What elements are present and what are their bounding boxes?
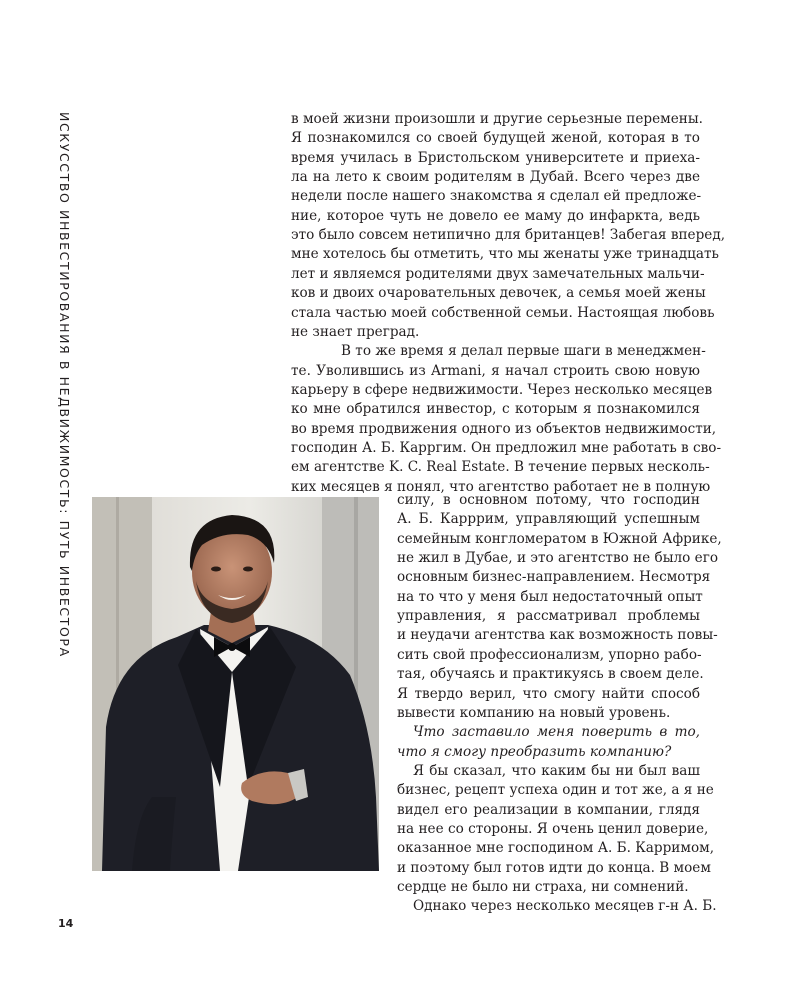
text-line: управления, я рассматривал проблемы [397,608,700,625]
text-line: во время продвижения одного из объектов недвижимости, [291,420,717,437]
text-line: время училась в Бристольском университете и приеха- [291,149,700,166]
text-line: ких месяцев я понял, что агентство работает не в полную [291,478,711,495]
text-line: на нее со стороны. Я очень ценил доверие, [397,820,709,837]
text-line: А. Б. Карррим, управляющий успешным [397,511,700,528]
text-line: оказанное мне господином А. Б. Карримом, [397,840,715,857]
text-line: Я познакомился со своей будущей женой, которая в то [291,130,700,147]
text-line: мне хотелось бы отметить, что мы женаты уже тринадцать [291,246,719,263]
text-line: ко мне обратился инвестор, с которым я познакомился [291,401,700,418]
text-line: Я твердо верил, что смогу найти способ [397,685,700,702]
text-line: что я смогу преобразить компанию? [397,743,672,760]
text-line: вывести компанию на новый уровень. [397,704,671,721]
text-line: карьеру в сфере недвижимости. Через несколько месяцев [291,381,713,398]
text-line: В то же время я делал первые шаги в менеджмен- [341,343,706,360]
running-title [50,112,72,658]
text-line: не знает преград. [291,323,420,340]
text-line: на то что у меня был недостаточный опыт [397,588,703,605]
text-line: основным бизнес-направлением. Несмотря [397,569,711,586]
text-line: тая, обучаясь и практикуясь в своем деле. [397,666,704,683]
text-line: ем агентстве K. C. Real Estate. В течение первых несколь- [291,459,710,476]
text-line: Что заставило меня поверить в то, [413,724,700,741]
text-line: недели после нашего знакомства я сделал ей предложе- [291,188,702,205]
text-line: Однако через несколько месяцев г-н А. Б. [413,898,717,915]
text-line: ков и двоих очаровательных девочек, а семья моей жены [291,285,706,302]
text-line: и поэтому был готов идти до конца. В моем [397,859,711,876]
text-line: видел его реализации в компании, глядя [397,801,700,818]
text-line: ла на лето к своим родителям в Дубай. Всего через две [291,169,700,186]
text-line: это было совсем нетипично для британцев! Забегая вперед, [291,227,726,244]
text-line: семейным конгломератом в Южной Африке, [397,530,722,547]
text-line: силу, в основном потому, что господин [397,492,700,508]
text-line: лет и являемся родителями двух замечательных мальчи- [291,265,705,282]
page-number: 14 [58,917,74,930]
running-title-text: ИСКУССТВО ИНВЕСТИРОВАНИЯ В НЕДВИЖИМОСТЬ: ПУТЬ ИНВЕСТОРА [57,112,72,658]
text-line: сердце не было ни страха, ни сомнений. [397,879,689,895]
text-line: сить свой профессионализм, упорно рабо- [397,646,702,663]
text-line: те. Уволившись из Armani, я начал строить свою новую [291,362,700,379]
text-line: и неудачи агентства как возможность повы- [397,627,718,644]
text-line: бизнес, рецепт успеха один и тот же, а я не [397,782,714,799]
text-line: не жил в Дубае, и это агентство не было его [397,550,719,567]
text-line: в моей жизни произошли и другие серьезные перемены. [291,111,703,127]
text-line: господин А. Б. Карргим. Он предложил мне работать в сво- [291,439,722,456]
text-line: Я бы сказал, что каким бы ни был ваш [413,762,700,779]
text-line: стала частью моей собственной семьи. Настоящая любовь [291,304,715,321]
text-line: ние, которое чуть не довело ее маму до инфаркта, ведь [291,207,700,224]
portrait-photo [92,497,379,871]
portrait-photo-icon [92,497,379,871]
